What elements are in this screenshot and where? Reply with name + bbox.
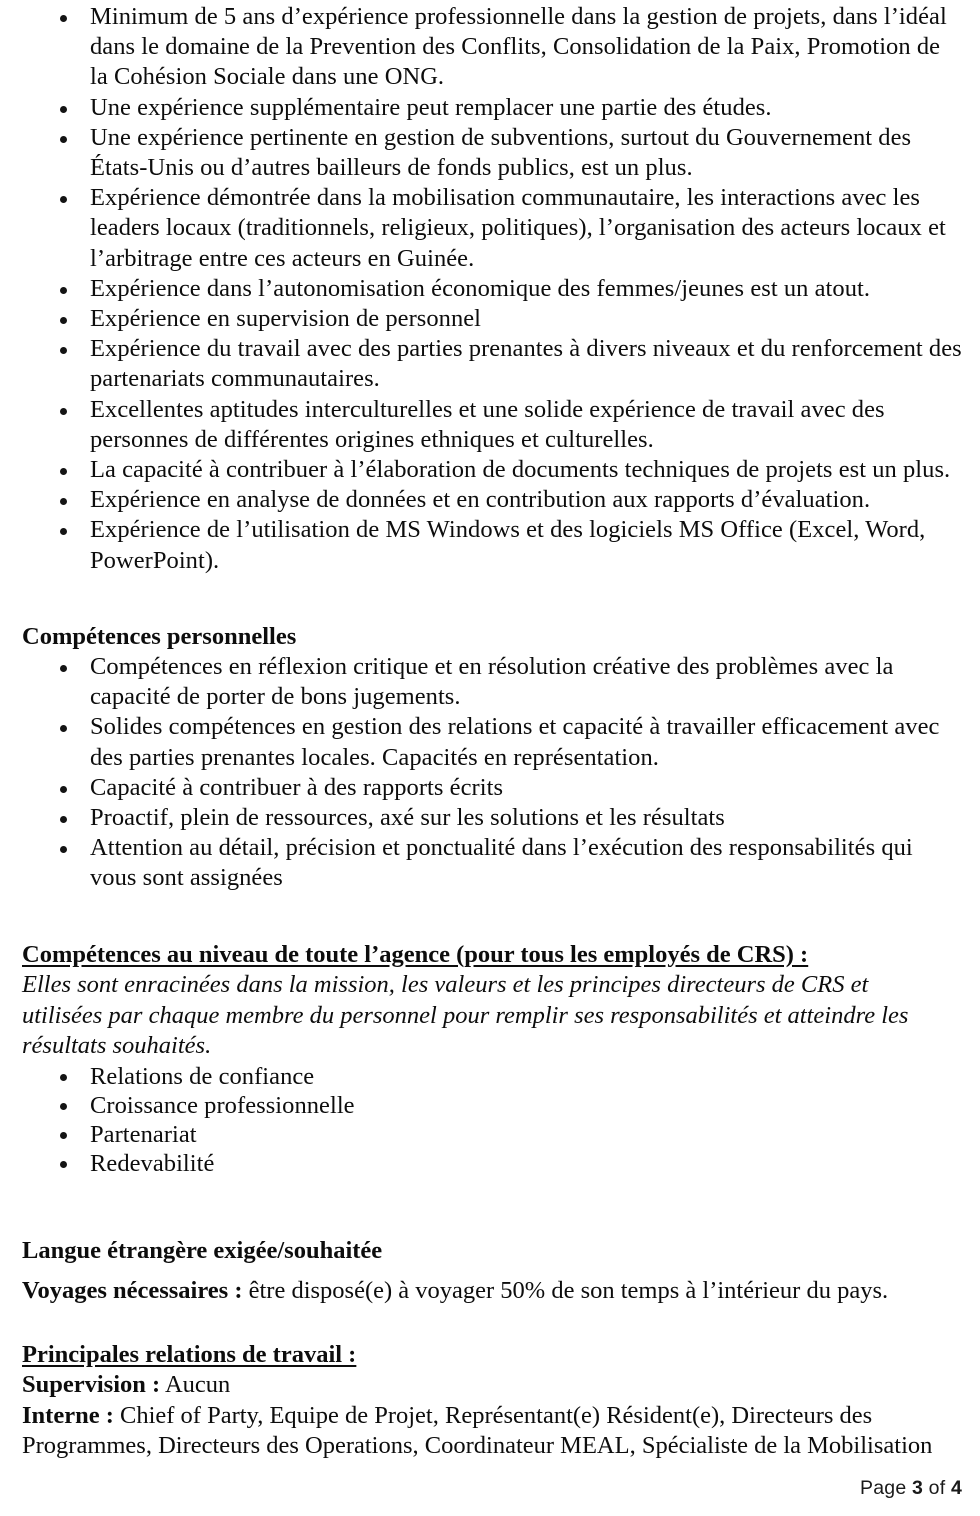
list-item: Une expérience pertinente en gestion de subventions, surtout du Gouvernement des États-Unis ou d’autres bailleurs de fonds publics, est un plus.: [22, 123, 962, 183]
footer-current-page: 3: [912, 1477, 924, 1499]
list-item: Solides compétences en gestion des relations et capacité à travailler efficacement avec des parties prenantes locales. Capacités en représentation.: [22, 712, 962, 772]
internal-relations-line: [22, 1401, 962, 1461]
footer-total-pages: 4: [950, 1477, 962, 1499]
list-item: Expérience démontrée dans la mobilisation communautaire, les interactions avec les leaders locaux (traditionnels, religieux, politiques), l’organisation des acteurs locaux et l’arbitrage entre ces acteurs en Guinée.: [22, 183, 962, 274]
document-body: [22, 2, 962, 1461]
travel-text: être disposé(e) à voyager 50% de son temps à l’intérieur du pays.: [242, 1276, 889, 1304]
spacer: [22, 1306, 962, 1340]
list-item: Expérience en analyse de données et en contribution aux rapports d’évaluation.: [22, 485, 962, 515]
list-item: Excellentes aptitudes interculturelles et une solide expérience de travail avec des personnes de différentes origines ethniques et culturelles.: [22, 395, 962, 455]
footer-middle: of: [923, 1477, 951, 1499]
internal-label: Interne :: [22, 1401, 114, 1429]
list-item: Compétences en réflexion critique et en résolution créative des problèmes avec la capacité de porter de bons jugements.: [22, 652, 962, 712]
spacer: [22, 576, 962, 622]
list-item: Expérience en supervision de personnel: [22, 304, 962, 334]
list-item: Proactif, plein de ressources, axé sur les solutions et les résultats: [22, 803, 962, 833]
qualifications-list: [22, 2, 962, 576]
section-heading-personal-skills: Compétences personnelles: [22, 622, 297, 650]
list-item: Croissance professionnelle: [22, 1091, 962, 1120]
agency-competencies-intro: Elles sont enracinées dans la mission, les valeurs et les principes directeurs de CRS et utilisées par chaque membre du personnel pour remplir ses responsabilités et atteindre les résultats souhaités.: [22, 971, 909, 1060]
page-footer: [860, 1477, 962, 1500]
list-item: Partenariat: [22, 1120, 962, 1149]
spacer: [22, 1178, 962, 1236]
supervision-label: Supervision :: [22, 1371, 161, 1399]
personal-skills-list: [22, 652, 962, 894]
list-item: Attention au détail, précision et ponctualité dans l’exécution des responsabilités qui vous sont assignées: [22, 833, 962, 893]
list-item: Expérience de l’utilisation de MS Windows et des logiciels MS Office (Excel, Word, PowerPoint).: [22, 515, 962, 575]
internal-text: Chief of Party, Equipe de Projet, Représentant(e) Résident(e), Directeurs des Programmes, Directeurs des Operations, Coordinateur MEAL, Spécialiste de la Mobilisation: [22, 1401, 933, 1459]
list-item: Redevabilité: [22, 1149, 962, 1178]
section-heading-agency-competencies: Compétences au niveau de toute l’agence (pour tous les employés de CRS) :: [22, 940, 809, 968]
spacer: [22, 1267, 962, 1276]
list-item: La capacité à contribuer à l’élaboration de documents techniques de projets est un plus.: [22, 455, 962, 485]
spacer: [22, 894, 962, 940]
list-item: Minimum de 5 ans d’expérience professionnelle dans la gestion de projets, dans l’idéal dans le domaine de la Prevention des Conflits, Consolidation de la Paix, Promotion de la Cohésion Sociale dans une ONG.: [22, 2, 962, 93]
list-item: Une expérience supplémentaire peut remplacer une partie des études.: [22, 93, 962, 123]
section-heading-work-relations: Principales relations de travail :: [22, 1340, 357, 1368]
travel-label: Voyages nécessaires :: [22, 1276, 243, 1304]
agency-competencies-list: [22, 1062, 962, 1179]
list-item: Expérience du travail avec des parties prenantes à divers niveaux et du renforcement des partenariats communautaires.: [22, 334, 962, 394]
footer-prefix: Page: [860, 1477, 912, 1499]
section-heading-language: Langue étrangère exigée/souhaitée: [22, 1237, 383, 1265]
travel-requirement-line: [22, 1276, 962, 1306]
supervision-line: [22, 1370, 962, 1400]
list-item: Expérience dans l’autonomisation économique des femmes/jeunes est un atout.: [22, 274, 962, 304]
supervision-text: Aucun: [160, 1371, 231, 1399]
list-item: Capacité à contribuer à des rapports écrits: [22, 773, 962, 803]
list-item: Relations de confiance: [22, 1062, 962, 1091]
